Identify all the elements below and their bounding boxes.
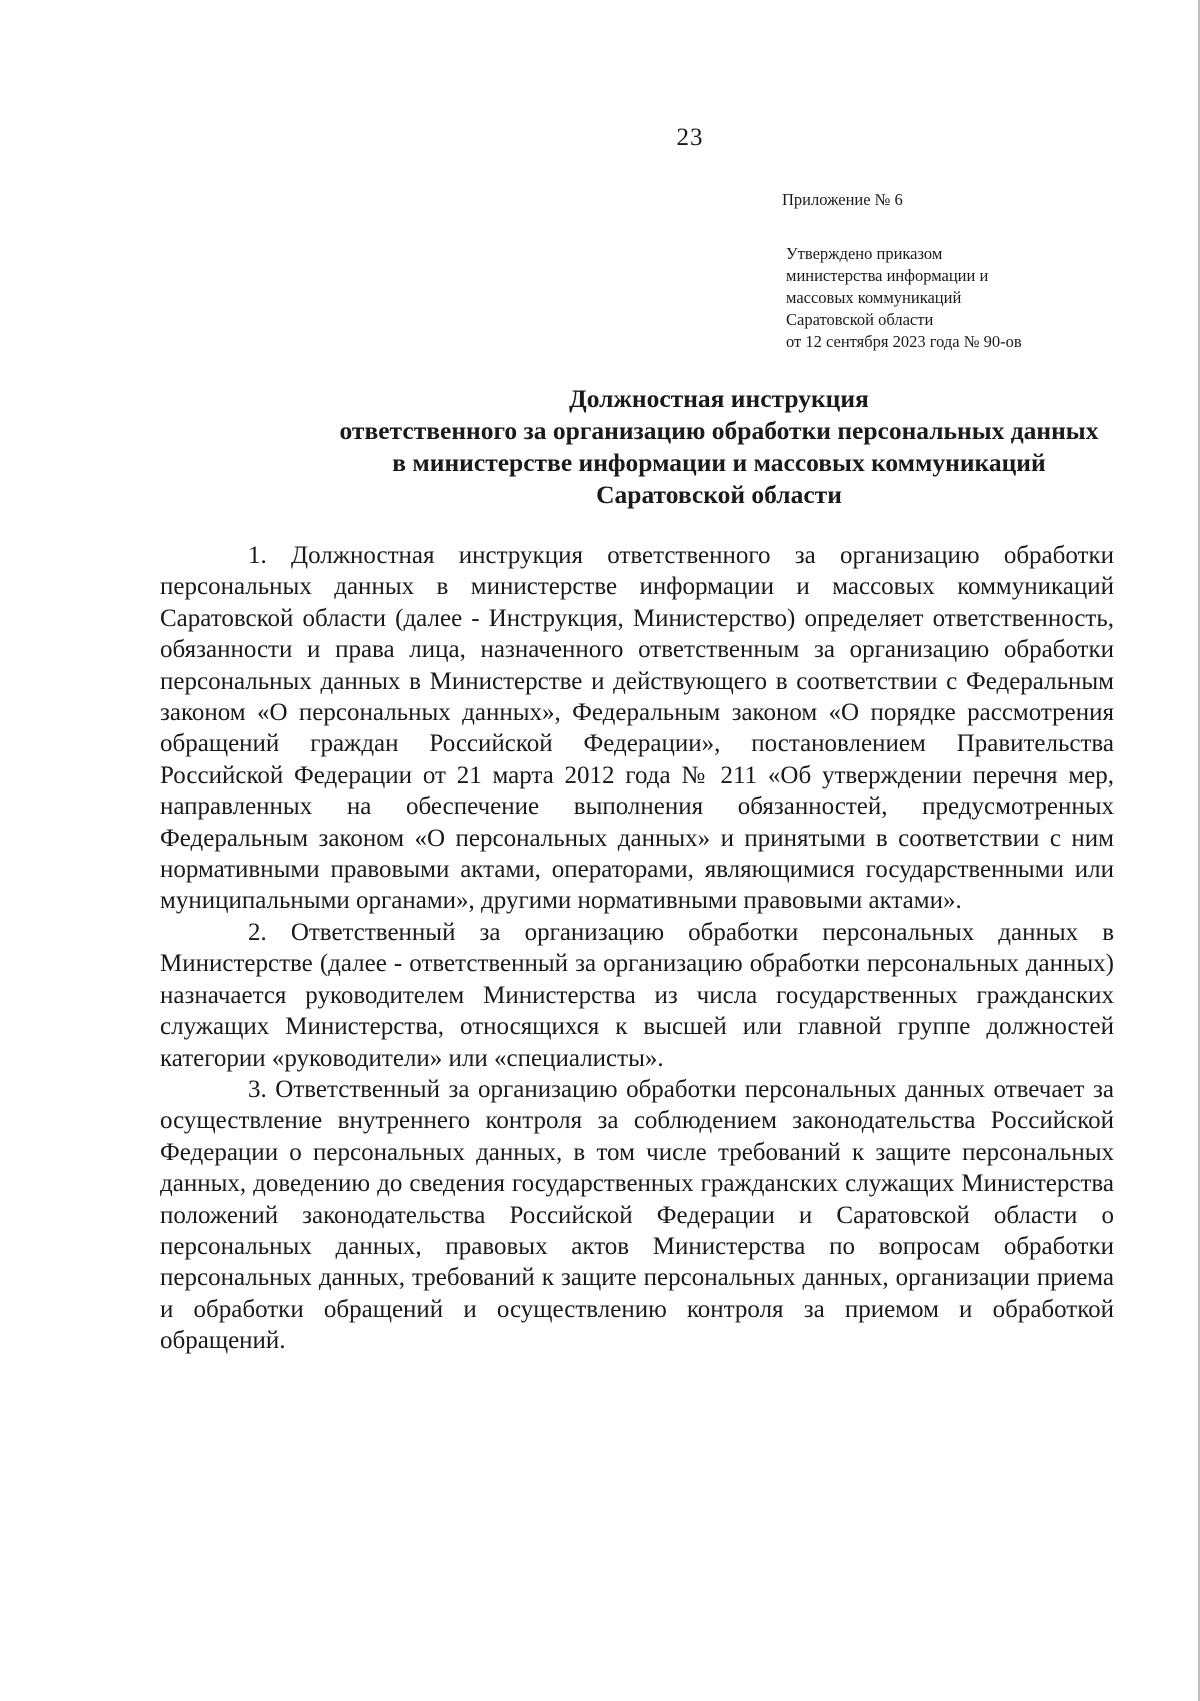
title-line: Саратовской области bbox=[596, 480, 842, 509]
page-number: 23 bbox=[676, 124, 704, 151]
approval-line: министерства информации и bbox=[786, 266, 989, 285]
document-title bbox=[160, 383, 1200, 511]
title-line: Должностная инструкция bbox=[569, 384, 869, 413]
paragraph-2: 2. Ответственный за организацию обработки персональных данных в Министерстве (далее - ответственный за организацию обработки персональных данных) назначается руководителем Министерства из числа государственных гражданских служащих Министерства, относящихся к высшей или главной группе должностей категории «руководители» или «специалисты». bbox=[160, 918, 1114, 1072]
approval-line: от 12 сентября 2023 года № 90-ов bbox=[786, 332, 1022, 351]
approval-line: Утверждено приказом bbox=[786, 244, 943, 263]
paragraph-1: 1. Должностная инструкция ответственного за организацию обработки персональных данных в министерстве информации и массовых коммуникаций Саратовской области (далее - Инструкция, Министерство) определяет ответственность, обязанности и права лица, назначенного ответственным за организацию обработки персональных данных в Министерстве и действующего в соответствии с Федеральным законом «О персональных данных», Федеральным законом «О порядке рассмотрения обращений граждан Российской Федерации», постановлением Правительства Российской Федерации от 21 марта 2012 года № 211 «Об утверждении перечня мер, направленных на обеспечение выполнения обязанностей, предусмотренных Федеральным законом «О персональных данных» и принятыми в соответствии с ним нормативными правовыми актами, операторами, являющимися государственными или муниципальными органами», другими нормативными правовыми актами». bbox=[160, 542, 1114, 915]
approval-block bbox=[786, 243, 1022, 353]
approval-line: массовых коммуникаций bbox=[786, 288, 962, 307]
title-line: ответственного за организацию обработки персональных данных bbox=[339, 416, 1099, 445]
approval-line: Саратовской области bbox=[786, 310, 934, 329]
title-line: в министерстве информации и массовых коммуникаций bbox=[392, 448, 1046, 477]
paragraph-3: 3. Ответственный за организацию обработки персональных данных отвечает за осуществление внутреннего контроля за соблюдением законодательства Российской Федерации о персональных данных, в том числе требований к защите персональных данных, доведению до сведения государственных гражданских служащих Министерства положений законодательства Российской Федерации и Саратовской области о персональных данных, правовых актов Министерства по вопросам обработки персональных данных, требований к защите персональных данных, организации приема и обработки обращений и осуществлению контроля за приемом и обработкой обращений. bbox=[160, 1075, 1114, 1355]
appendix-label: Приложение № 6 bbox=[782, 190, 903, 209]
document-body bbox=[160, 540, 1114, 1357]
